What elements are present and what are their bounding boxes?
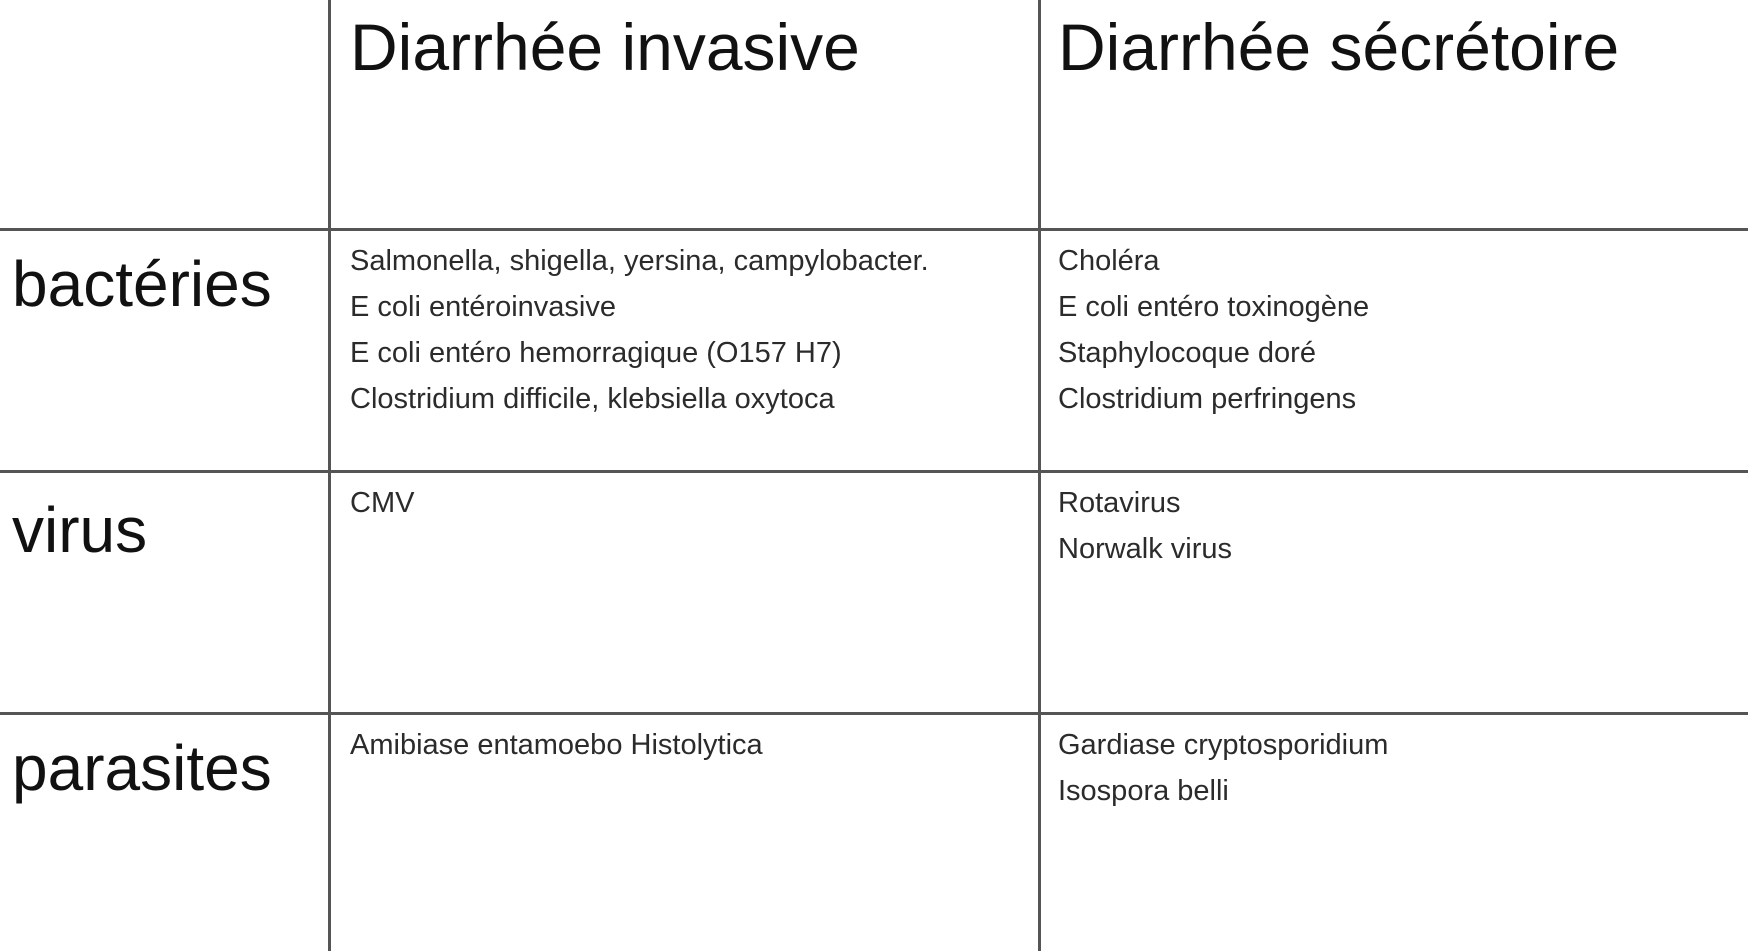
- list-item: Clostridium perfringens: [1058, 383, 1357, 415]
- list-item: E coli entéro hemorragique (O157 H7): [350, 337, 842, 369]
- list-item: E coli entéro toxinogène: [1058, 291, 1370, 323]
- row-header-parasites: parasites: [12, 732, 272, 804]
- column-header-secretory: Diarrhée sécrétoire: [1058, 10, 1620, 84]
- list-item: Clostridium difficile, klebsiella oxytoca: [350, 383, 835, 415]
- row-divider: [0, 228, 1748, 231]
- cell-bacteria-invasive: [350, 238, 929, 422]
- cell-virus-secretory: [1058, 480, 1232, 572]
- cell-bacteria-secretory: [1058, 238, 1369, 422]
- list-item: Salmonella, shigella, yersina, campylobacter.: [350, 245, 929, 277]
- list-item: CMV: [350, 487, 415, 519]
- cell-parasites-invasive: [350, 722, 763, 768]
- cell-parasites-secretory: [1058, 722, 1388, 814]
- row-divider: [0, 470, 1748, 473]
- list-item: Amibiase entamoebo Histolytica: [350, 729, 763, 761]
- row-header-virus: virus: [12, 494, 148, 566]
- list-item: Gardiase cryptosporidium: [1058, 729, 1389, 761]
- row-divider: [0, 712, 1748, 715]
- column-divider: [1038, 0, 1041, 951]
- list-item: Isospora belli: [1058, 775, 1229, 807]
- column-divider: [328, 0, 331, 951]
- row-header-bacteria: bactéries: [12, 248, 272, 320]
- list-item: Choléra: [1058, 245, 1160, 277]
- list-item: E coli entéroinvasive: [350, 291, 616, 323]
- cell-virus-invasive: [350, 480, 414, 526]
- list-item: Norwalk virus: [1058, 533, 1233, 565]
- list-item: Rotavirus: [1058, 487, 1181, 519]
- column-header-invasive: Diarrhée invasive: [350, 10, 860, 84]
- list-item: Staphylocoque doré: [1058, 337, 1316, 369]
